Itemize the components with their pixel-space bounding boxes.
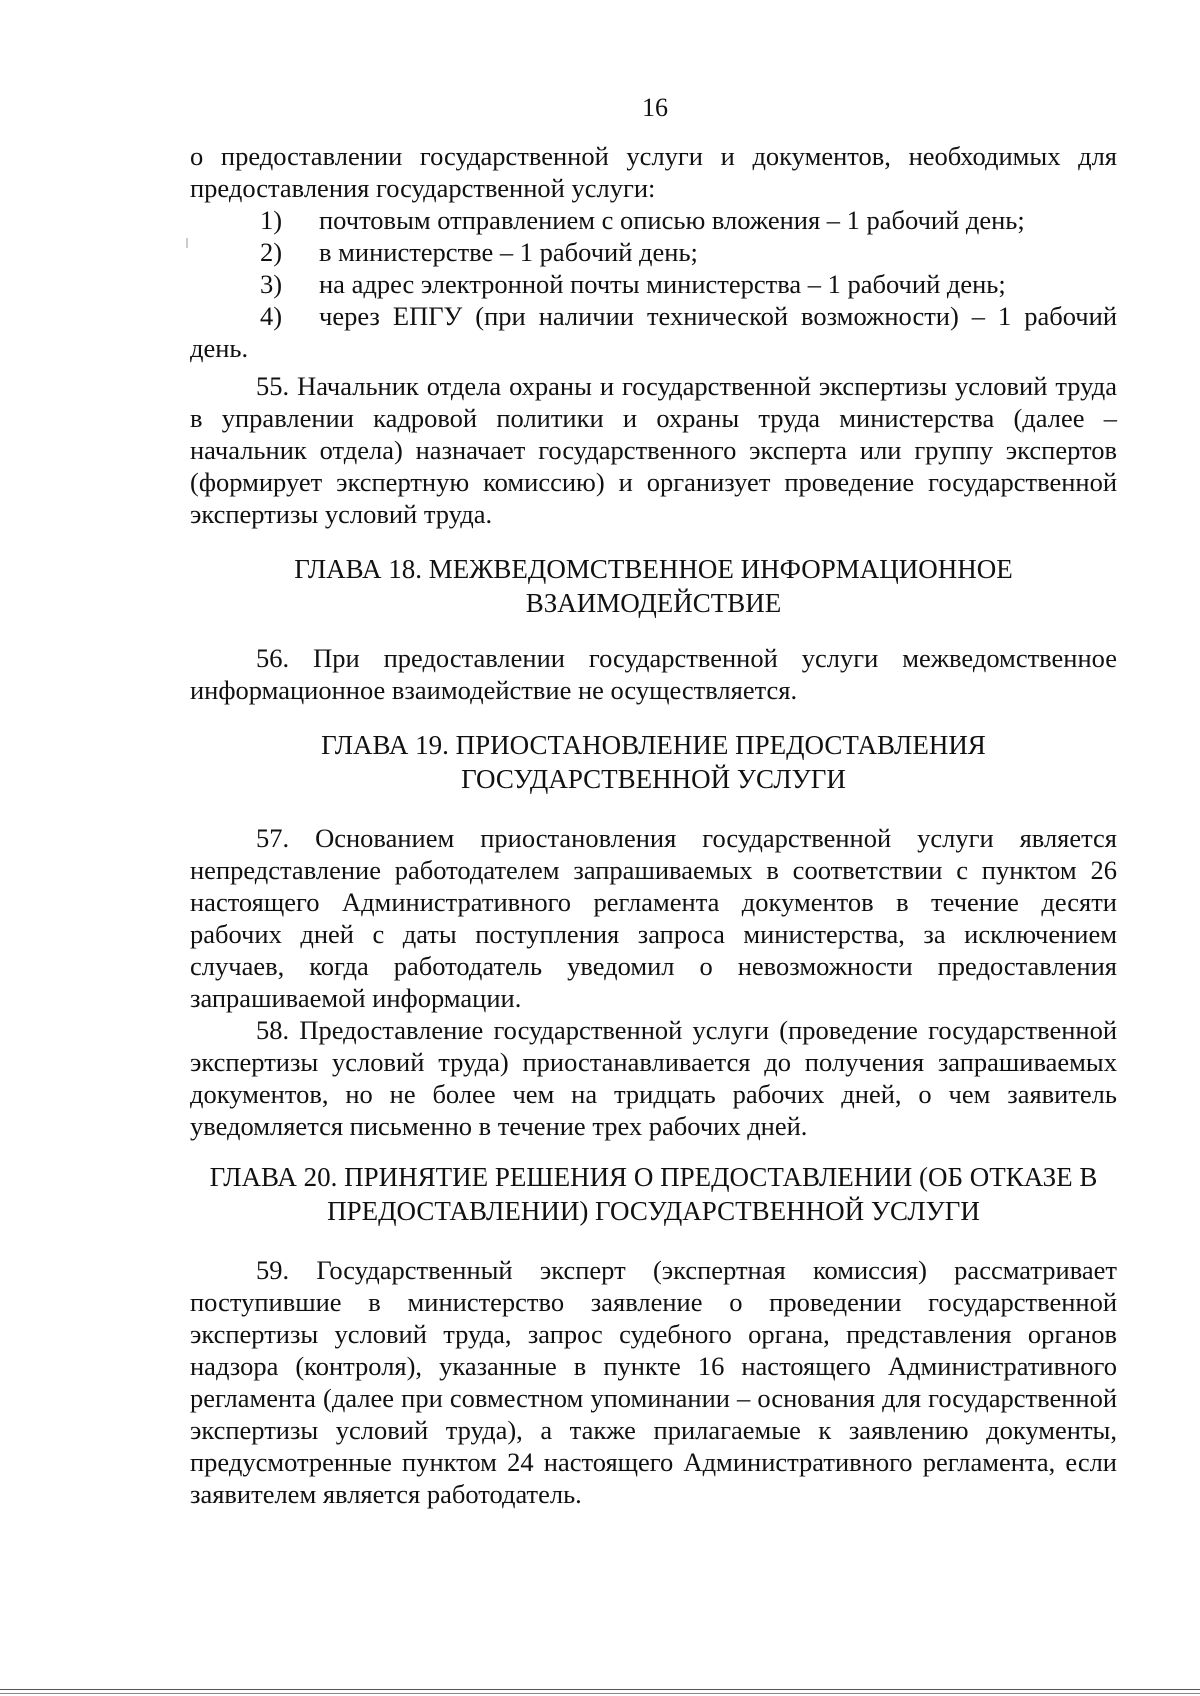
scan-border-line	[0, 1693, 1200, 1694]
list-number: 1)	[260, 205, 283, 235]
paragraph-56-block	[190, 642, 1117, 706]
list-item-4	[190, 300, 1117, 364]
paragraph-57: 57. Основанием приостановления государственной услуги является непредставление работодателем запрашиваемых в соответствии с пунктом 26 настоящего Административного регламента документов в течение десяти рабочих дней с даты поступления запроса министерства, за исключением случаев, когда работодатель уведомил о невозможности предоставления запрашиваемой информации.	[190, 823, 1117, 1013]
list-item-1	[190, 204, 1117, 236]
chapter-20-line-1: ГЛАВА 20. ПРИНЯТИЕ РЕШЕНИЯ О ПРЕДОСТАВЛЕНИИ (ОБ ОТКАЗЕ В	[209, 1162, 1098, 1192]
list-number: 3)	[260, 269, 283, 299]
paragraph-58: 58. Предоставление государственной услуги (проведение государственной экспертизы условий труда) приостанавливается до получения запрашиваемых документов, но не более чем на тридцать рабочих дней, о чем заявитель уведомляется письменно в течение трех рабочих дней.	[190, 1015, 1117, 1141]
scan-border-line	[0, 1689, 1200, 1690]
list-number: 4)	[260, 301, 283, 331]
chapter-19-line-1: ГЛАВА 19. ПРИОСТАНОВЛЕНИЕ ПРЕДОСТАВЛЕНИЯ	[321, 730, 986, 760]
paragraph-59: 59. Государственный эксперт (экспертная комиссия) рассматривает поступившие в министерство заявление о проведении государственной экспертизы условий труда, запрос судебного органа, представления органов надзора (контроля), указанные в пункте 16 настоящего Административного регламента (далее при совместном упоминании – основания для государственной экспертизы условий труда), а также прилагаемые к заявлению документы, предусмотренные пунктом 24 настоящего Административного регламента, если заявителем является работодатель.	[190, 1255, 1117, 1509]
paragraph-55-block	[190, 370, 1117, 530]
list-number: 2)	[260, 237, 283, 267]
page-number: 16	[642, 93, 668, 122]
list-text: в министерстве – 1 рабочий день;	[319, 237, 698, 267]
chapter-19-line-2: ГОСУДАРСТВЕННОЙ УСЛУГИ	[461, 764, 846, 794]
chapter-18-heading	[190, 552, 1117, 620]
chapter-19-heading	[190, 728, 1117, 796]
chapter-18-line-1: ГЛАВА 18. МЕЖВЕДОМСТВЕННОЕ ИНФОРМАЦИОННОЕ	[294, 554, 1013, 584]
paragraph-57-block	[190, 822, 1117, 1142]
chapter-18-line-2: ВЗАИМОДЕЙСТВИЕ	[525, 588, 782, 618]
list-text: почтовым отправлением с описью вложения – 1 рабочий день;	[319, 205, 1025, 235]
intro-paragraph: о предоставлении государственной услуги и документов, необходимых для предоставления государственной услуги:	[190, 141, 1117, 203]
list-item-3	[190, 268, 1117, 300]
scan-artifact	[186, 238, 188, 248]
chapter-20-heading	[190, 1160, 1117, 1228]
list-text: на адрес электронной почты министерства – 1 рабочий день;	[319, 269, 1006, 299]
intro-section	[190, 140, 1117, 364]
list-text: через ЕПГУ (при наличии технической возможности) – 1 рабочий день.	[190, 301, 1117, 363]
chapter-20-line-2: ПРЕДОСТАВЛЕНИИ) ГОСУДАРСТВЕННОЙ УСЛУГИ	[327, 1196, 980, 1226]
paragraph-55: 55. Начальник отдела охраны и государственной экспертизы условий труда в управлении кадровой политики и охраны труда министерства (далее – начальник отдела) назначает государственного эксперта или группу экспертов (формирует экспертную комиссию) и организует проведение государственной экспертизы условий труда.	[190, 371, 1117, 529]
paragraph-59-block	[190, 1254, 1117, 1510]
list-item-2	[190, 236, 1117, 268]
paragraph-56: 56. При предоставлении государственной услуги межведомственное информационное взаимодействие не осуществляется.	[190, 643, 1117, 705]
